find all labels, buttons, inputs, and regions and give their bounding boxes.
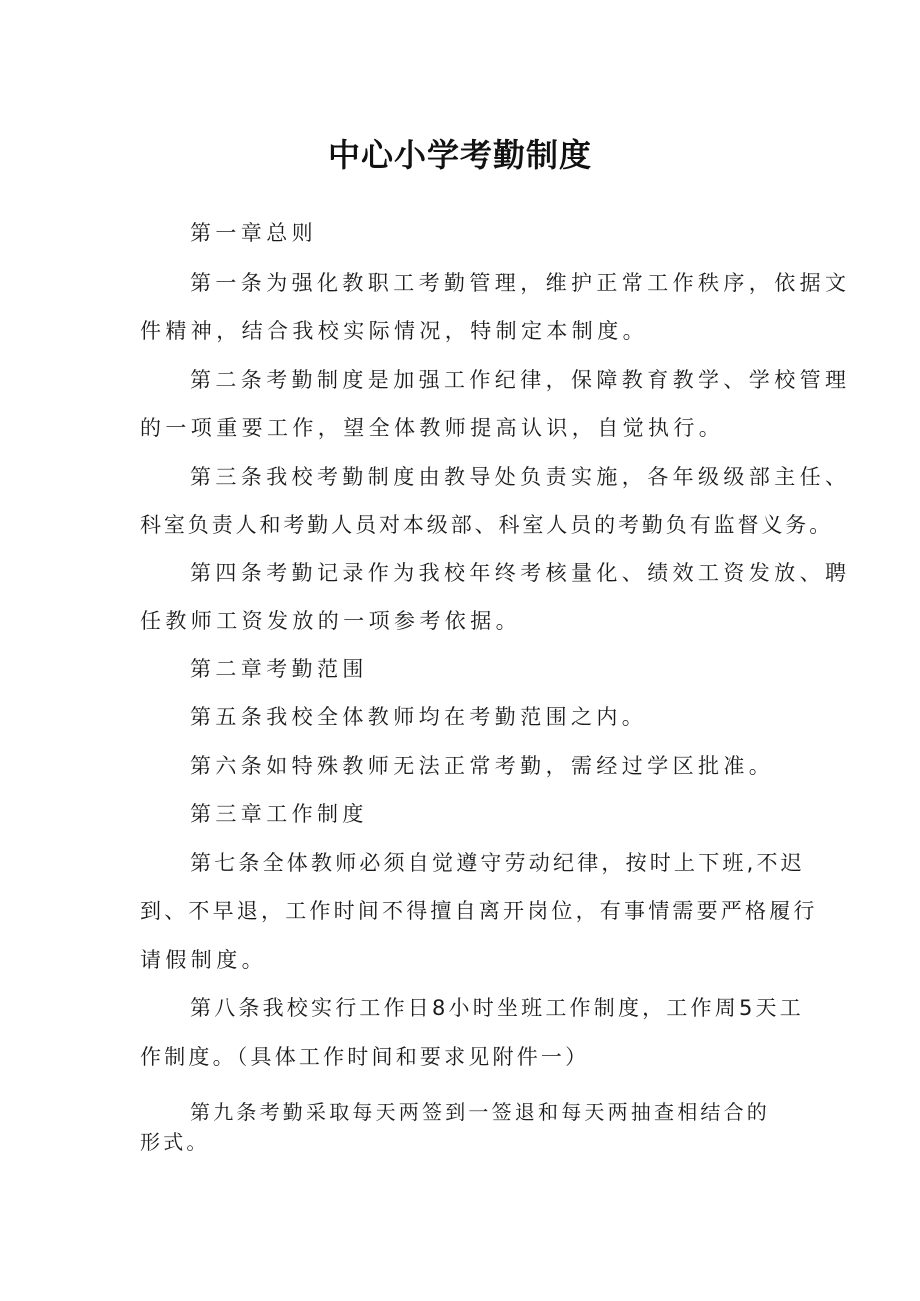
article-2-line-1: 第二条考勤制度是加强工作纪律，保障教育教学、学校管理 [190, 368, 851, 392]
article-6: 第六条如特殊教师无法正常考勤，需经过学区批准。 [190, 754, 775, 778]
article-1-line-2: 件精神，结合我校实际情况，特制定本制度。 [140, 319, 648, 343]
article-9-line-1: 第九条考勤采取每天两签到一签退和每天两抽查相结合的 [190, 1100, 770, 1124]
article-7-line-2: 到、不早退，工作时间不得擅自离开岗位，有事情需要严格履行 [140, 899, 818, 923]
article-4-line-1: 第四条考勤记录作为我校年终考核量化、绩效工资发放、聘 [190, 561, 851, 585]
article-4-line-2: 任教师工资发放的一项参考依据。 [140, 609, 521, 633]
chapter-heading-3: 第三章工作制度 [190, 802, 368, 826]
article-8-line-1: 第八条我校实行工作日8小时坐班工作制度，工作周5天工 [190, 996, 804, 1020]
article-7-line-3: 请假制度。 [140, 948, 267, 972]
chapter-heading-1: 第一章总则 [190, 221, 317, 245]
article-3-line-1: 第三条我校考勤制度由教导处负责实施，各年级级部主任、 [190, 465, 851, 489]
chapter-heading-2: 第二章考勤范围 [190, 657, 368, 681]
article-1-line-1: 第一条为强化教职工考勤管理，维护正常工作秩序，依据文 [190, 271, 851, 295]
article-3-line-2: 科室负责人和考勤人员对本级部、科室人员的考勤负有监督义务。 [140, 513, 834, 537]
article-9-line-2: 形式。 [140, 1130, 210, 1154]
article-8-line-2: 作制度。（具体工作时间和要求见附件一） [140, 1045, 590, 1069]
document-title: 中心小学考勤制度 [327, 136, 592, 174]
article-7-line-1: 第七条全体教师必须自觉遵守劳动纪律，按时上下班,不迟 [190, 851, 805, 875]
article-2-line-2: 的一项重要工作，望全体教师提高认识，自觉执行。 [140, 416, 725, 440]
article-5: 第五条我校全体教师均在考勤范围之内。 [190, 705, 648, 729]
